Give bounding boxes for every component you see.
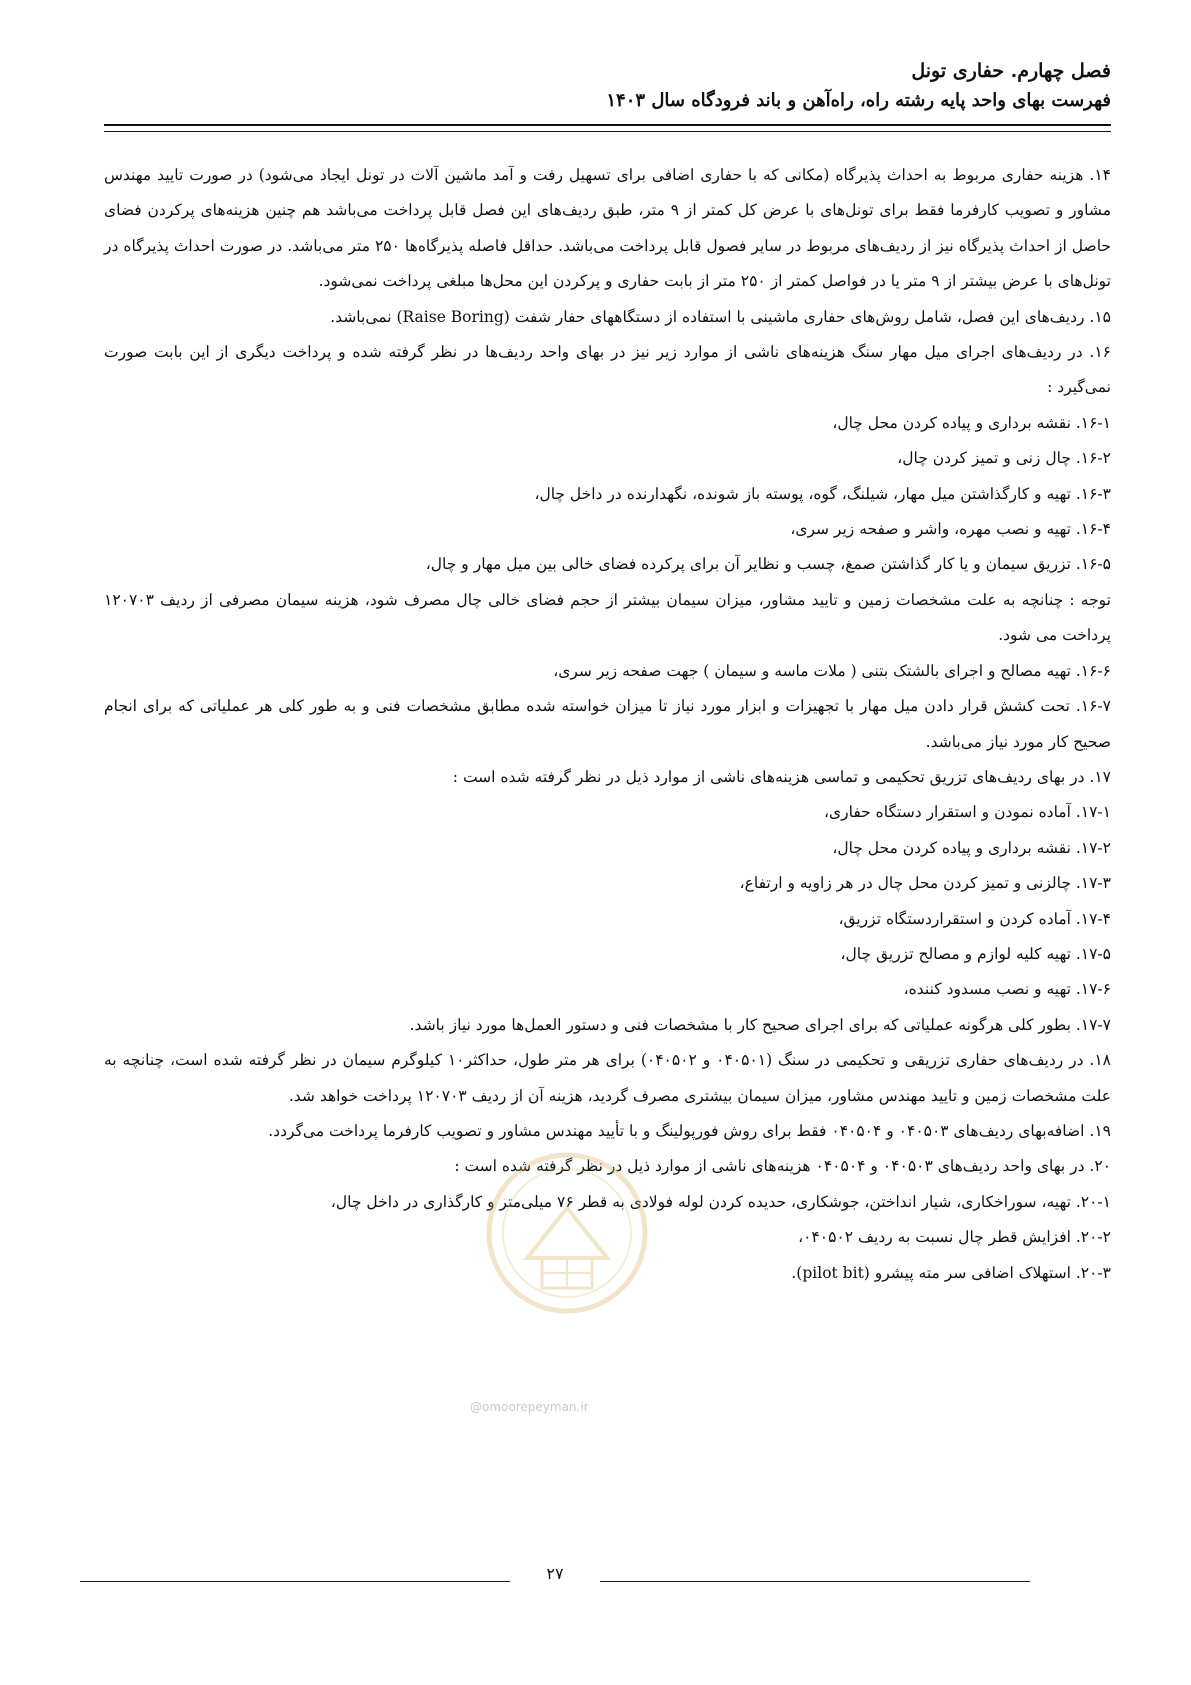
page-number: ۲۷ (546, 1564, 564, 1583)
header-rule-thin (104, 131, 1111, 132)
paragraph-16-5: ۱۶-۵. تزریق سیمان و یا کار گذاشتن صمغ، چسب و نظایر آن برای پرکرده فضای خالی بین میل مهار و چال، (425, 555, 1111, 574)
page-header (104, 56, 1111, 116)
header-rule-thick (104, 124, 1111, 126)
paragraph-16: ۱۶. در ردیف‌های اجرای میل مهار سنگ هزینه‌های ناشی از موارد زیر نیز در بهای واحد ردیف‌ها در نظر گرفته شده و پرداخت دیگری از این بابت صورت نمی‌گیرد : (104, 343, 1111, 397)
paragraph-14: ۱۴. هزینه حفاری مربوط به احداث پذیرگاه (مکانی که با حفاری اضافی برای تسهیل رفت و آمد ماشین آلات در تونل ایجاد می‌شود) در صورت تایید مهندس مشاور و تصویب کارفرما فقط برای تونل‌های با عرض کل کمتر از ۹ متر، طبق ردیف‌های این فصل قابل پرداخت می‌باشد هم چنین هزینه‌های پرکردن فضای حاصل از احداث پذیرگاه نیز از ردیف‌های مربوط در سایر فصول قابل پرداخت می‌باشد. حداقل فاصله پذیرگاه‌ها ۲۵۰ متر می‌باشد. در صورت احداث پذیرگاه در تونل‌های با عرض بیشتر از ۹ متر یا در فواصل کمتر از ۲۵۰ متر از بابت حفاری و پرکردن این محل‌ها مبلغی پرداخت نمی‌شود. (104, 166, 1111, 291)
paragraph-17-6: ۱۷-۶. تهیه و نصب مسدود کننده، (903, 980, 1111, 999)
paragraph-17-5: ۱۷-۵. تهیه کلیه لوازم و مصالح تزریق چال، (840, 944, 1111, 963)
paragraph-16-3: ۱۶-۳. تهیه و کارگذاشتن میل مهار، شیلنگ، گوه، پوسته باز شونده، نگهدارنده در داخل چال، (534, 484, 1111, 503)
paragraph-16-7: ۱۶-۷. تحت کشش قرار دادن میل مهار با تجهیزات و ابزار مورد نیاز تا میزان خواسته شده مطابق مشخصات فنی و به طور کلی هر عملیاتی که برای انجام صحیح کار مورد نیاز می‌باشد. (104, 697, 1111, 751)
paragraph-16-6: ۱۶-۶. تهیه مصالح و اجرای بالشتک بتنی ( ملات ماسه و سیمان ) جهت صفحه زیر سری، (553, 661, 1111, 680)
paragraph-15: ۱۵. ردیف‌های این فصل، شامل روش‌های حفاری ماشینی با استفاده از دستگاههای حفار شفت (Raise Boring) نمی‌باشد. (330, 307, 1111, 326)
paragraph-16-2: ۱۶-۲. چال زنی و تمیز کردن چال، (897, 449, 1111, 468)
paragraph-18: ۱۸. در ردیف‌های حفاری تزریقی و تحکیمی در سنگ (۰۴۰۵۰۱ و ۰۴۰۵۰۲) برای هر متر طول، حداکثر۱۰ کیلوگرم سیمان در نظر گرفته شده است، چنانچه به علت مشخصات زمین و تایید مهندس مشاور، میزان سیمان بیشتری مصرف گردید، هزینه آن از ردیف ۱۲۰۷۰۳ پرداخت خواهد شد. (104, 1051, 1112, 1105)
document-body (104, 158, 1111, 1291)
paragraph-20-1: ۲۰-۱. تهیه، سوراخکاری، شیار انداختن، جوشکاری، حدیده کردن لوله فولادی به قطر ۷۶ میلی‌متر و کارگذاری در داخل چال، (330, 1192, 1111, 1211)
paragraph-17-4: ۱۷-۴. آماده کردن و استقراردستگاه تزریق، (838, 909, 1111, 928)
watermark-site: @omoorepeyman.ir (470, 1400, 589, 1414)
note-paragraph: توجه : چنانچه به علت مشخصات زمین و تایید مشاور، میزان سیمان بیشتر از حجم فضای خالی چال مصرف شود، هزینه سیمان مصرفی از ردیف ۱۲۰۷۰۳ پرداخت می شود. (104, 590, 1111, 645)
price-list-title: فهرست بهای واحد پایه رشته راه، راه‌آهن و باند فرودگاه سال ۱۴۰۳ (606, 90, 1111, 111)
paragraph-20-3: ۲۰-۳. استهلاک اضافی سر مته پیشرو (pilot bit). (791, 1263, 1111, 1282)
paragraph-17-2: ۱۷-۲. نقشه برداری و پیاده کردن محل چال، (832, 838, 1111, 857)
paragraph-20: ۲۰. در بهای واحد ردیف‌های ۰۴۰۵۰۳ و ۰۴۰۵۰۴ هزینه‌های ناشی از موارد ذیل در نظر گرفته شده است : (454, 1157, 1111, 1176)
paragraph-16-4: ۱۶-۴. تهیه و نصب مهره، واشر و صفحه زیر سری، (790, 520, 1111, 539)
chapter-title: فصل چهارم. حفاری تونل (911, 60, 1111, 82)
paragraph-16-1: ۱۶-۱. نقشه برداری و پیاده کردن محل چال، (832, 413, 1111, 432)
footer-rule-left (80, 1581, 510, 1582)
footer-rule-right (600, 1581, 1030, 1582)
paragraph-19: ۱۹. اضافه‌بهای ردیف‌های ۰۴۰۵۰۳ و ۰۴۰۵۰۴ فقط برای روش فورپولینگ و با تأیید مهندس مشاور و تصویب کارفرما پرداخت می‌گردد. (268, 1121, 1111, 1140)
paragraph-17-3: ۱۷-۳. چالزنی و تمیز کردن محل چال در هر زاویه و ارتفاع، (739, 874, 1111, 893)
paragraph-20-2: ۲۰-۲. افزایش قطر چال نسبت به ردیف ۰۴۰۵۰۲، (798, 1228, 1111, 1247)
paragraph-17: ۱۷. در بهای ردیف‌های تزریق تحکیمی و تماسی هزینه‌های ناشی از موارد ذیل در نظر گرفته شده است : (452, 767, 1111, 786)
paragraph-17-1: ۱۷-۱. آماده نمودن و استقرار دستگاه حفاری، (823, 803, 1111, 822)
paragraph-17-7: ۱۷-۷. بطور کلی هرگونه عملیاتی که برای اجرای صحیح کار با مشخصات فنی و دستور العمل‌ها مورد نیاز باشد. (409, 1015, 1111, 1034)
